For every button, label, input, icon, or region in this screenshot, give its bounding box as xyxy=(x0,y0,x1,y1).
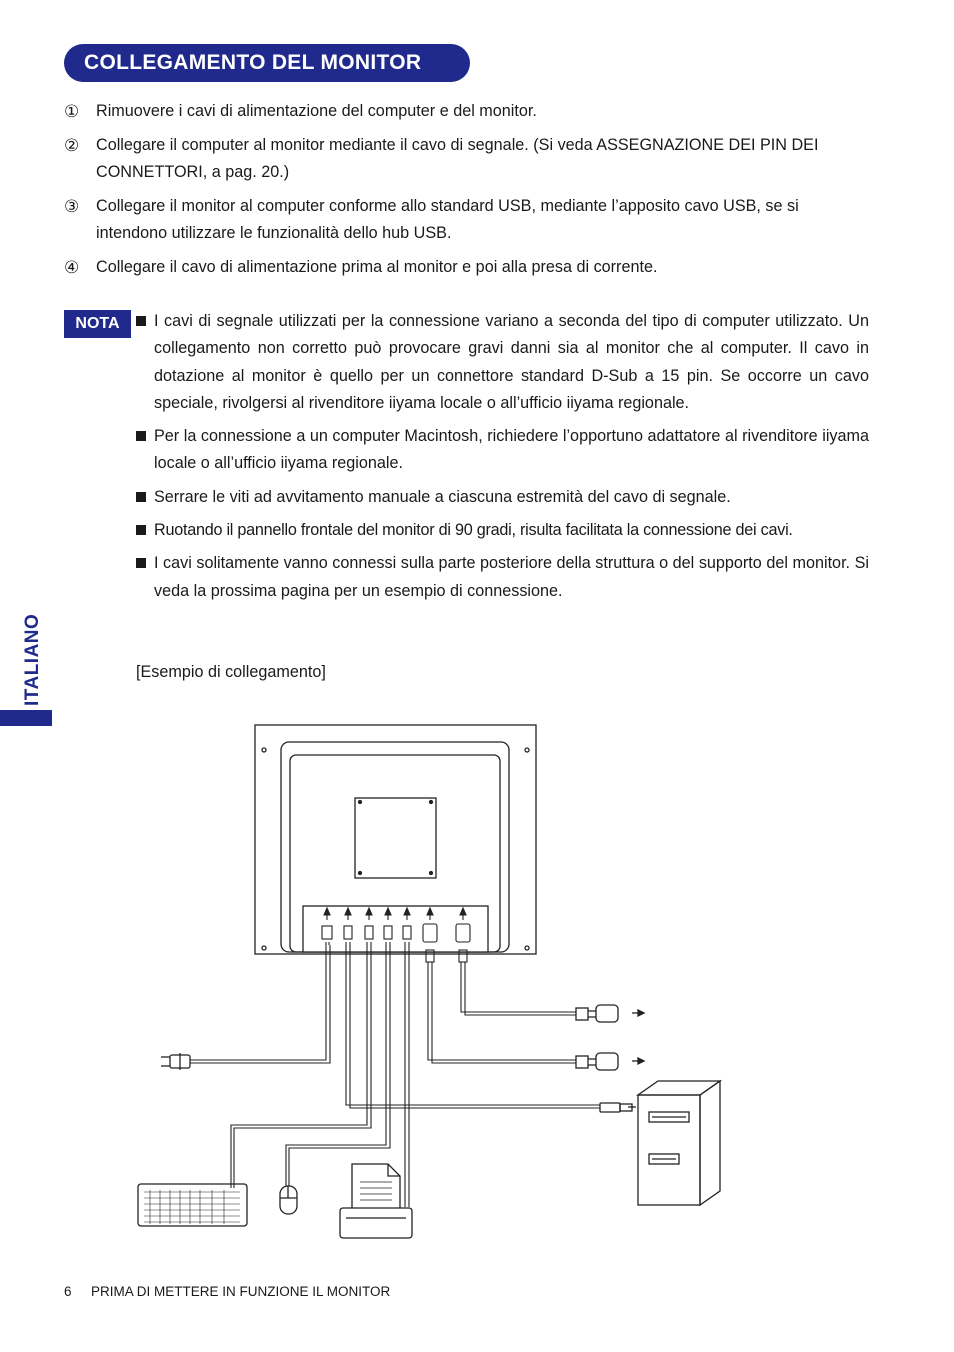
example-caption: [Esempio di collegamento] xyxy=(136,663,326,681)
computer-tower-icon xyxy=(638,1081,720,1205)
note-item xyxy=(136,423,869,478)
step-text: Rimuovere i cavi di alimentazione del computer e del monitor. xyxy=(96,102,537,120)
note-text: Per la connessione a un computer Macintosh, richiedere l’opportuno adattatore al rivenditore iiyama locale o all’ufficio iiyama regionale. xyxy=(154,427,869,473)
dsub-connector-icon xyxy=(576,1053,644,1070)
step-number: ② xyxy=(64,136,80,155)
note-item xyxy=(136,517,869,544)
step-text: Collegare il monitor al computer conforme allo standard USB, mediante l’apposito cavo USB, se si intendono utilizzare le funzionalità dello hub USB. xyxy=(96,197,799,242)
step-4 xyxy=(64,254,870,281)
steps-list xyxy=(64,98,870,288)
step-2 xyxy=(64,132,870,186)
step-1 xyxy=(64,98,870,125)
power-plug-icon xyxy=(161,1053,190,1070)
step-text: Collegare il computer al monitor mediante il cavo di segnale. (Si veda ASSEGNAZIONE DEI PIN DEI CONNETTORI, a pag. 20.) xyxy=(96,136,819,181)
page-title: COLLEGAMENTO DEL MONITOR xyxy=(64,44,470,82)
step-3 xyxy=(64,193,870,247)
keyboard-icon xyxy=(138,1184,247,1226)
note-text: Serrare le viti ad avvitamento manuale a ciascuna estremità del cavo di segnale. xyxy=(154,487,731,506)
bullet-square-icon xyxy=(136,316,146,326)
note-text: Ruotando il pannello frontale del monitor di 90 gradi, risulta facilitata la connessione dei cavi. xyxy=(154,521,793,540)
language-tab-label: ITALIANO xyxy=(22,613,43,706)
bullet-square-icon xyxy=(136,525,146,535)
step-number: ① xyxy=(64,102,80,121)
bullet-square-icon xyxy=(136,558,146,568)
bullet-square-icon xyxy=(136,431,146,441)
page-number: 6 xyxy=(64,1284,72,1299)
bullet-square-icon xyxy=(136,492,146,502)
note-text: I cavi solitamente vanno connessi sulla parte posteriore della struttura o del supporto del monitor. Si veda la prossima pagina per un esempio di connessione. xyxy=(154,554,869,600)
note-item xyxy=(136,550,869,605)
printer-icon xyxy=(340,1164,412,1238)
nota-badge: NOTA xyxy=(64,310,131,338)
monitor-back-icon xyxy=(255,725,536,954)
dsub-connector-icon xyxy=(576,1005,644,1022)
usb-connector-icon xyxy=(600,1103,636,1112)
step-number: ③ xyxy=(64,197,80,216)
step-number: ④ xyxy=(64,258,80,277)
note-text: I cavi di segnale utilizzati per la connessione variano a seconda del tipo di computer utilizzato. Un collegamento non corretto può provocare gravi danni sia al monitor che al computer. Il cavo in dotazione al monitor è quello per un connettore standard D-Sub a 15 pin. Se occorre un cavo speciale, rivolgersi al rivenditore iiyama locale o all’ufficio iiyama regionale. xyxy=(154,312,869,412)
connection-diagram xyxy=(130,720,730,1250)
language-tab-marker xyxy=(0,710,52,726)
notes-list xyxy=(136,308,869,611)
footer-text: PRIMA DI METTERE IN FUNZIONE IL MONITOR xyxy=(91,1284,391,1299)
note-item xyxy=(136,308,869,417)
step-text: Collegare il cavo di alimentazione prima al monitor e poi alla presa di corrente. xyxy=(96,258,658,276)
note-item xyxy=(136,484,869,511)
mouse-icon xyxy=(280,1186,297,1214)
